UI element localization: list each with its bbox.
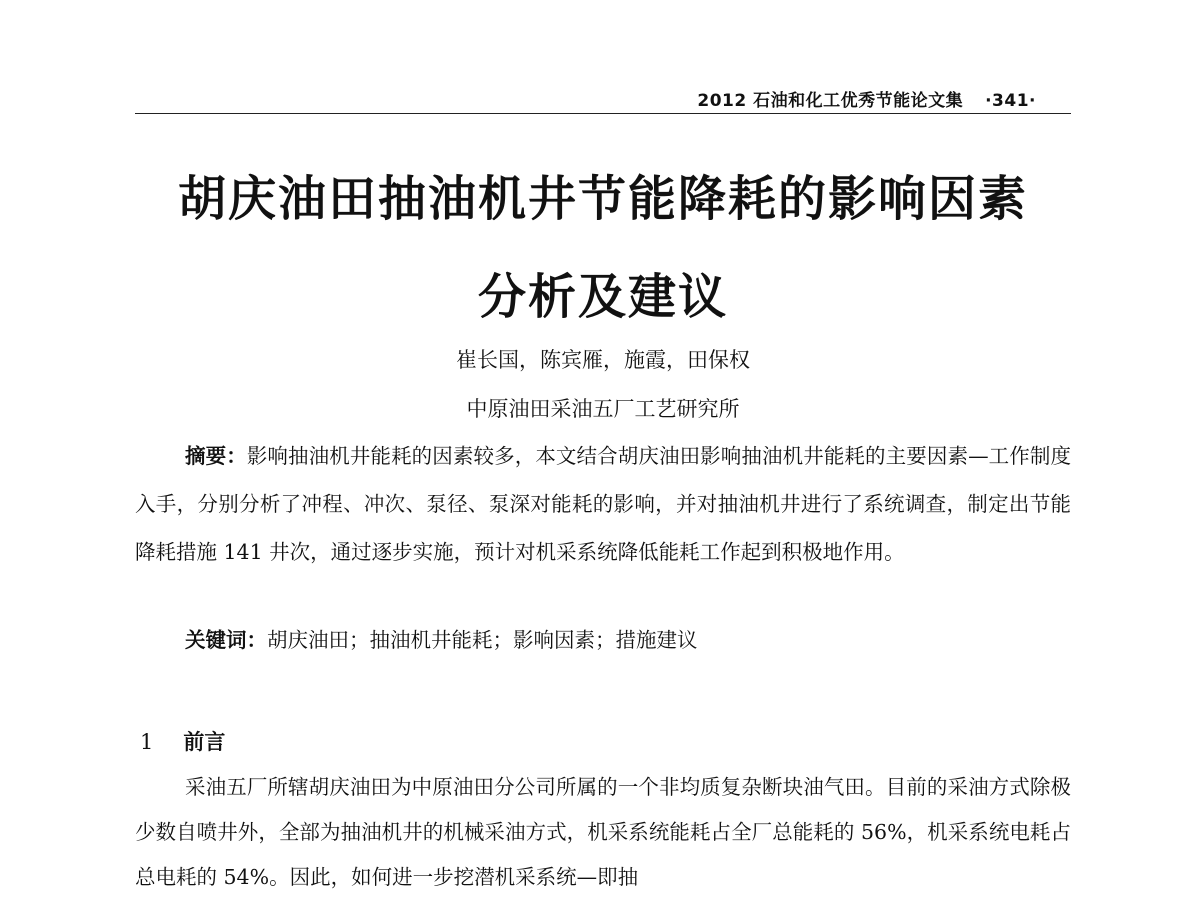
paper-title-line-1: 胡庆油田抽油机井节能降耗的影响因素 — [177, 171, 1028, 227]
keywords — [185, 623, 698, 653]
paper-title-line-2: 分析及建议 — [477, 269, 728, 325]
section-number: 1 — [140, 730, 154, 754]
section-title: 前言 — [183, 730, 226, 754]
journal-title: 2012 石油和化工优秀节能论文集 — [697, 91, 964, 111]
abstract — [135, 432, 1071, 576]
header-text — [697, 86, 1036, 111]
abstract-text: 影响抽油机井能耗的因素较多，本文结合胡庆油田影响抽油机井能耗的主要因素—工作制度入手，分别分析了冲程、冲次、泵径、泵深对能耗的影响，并对抽油机井进行了系统调查，制定出节能降耗措施 141 井次，通过逐步实施，预计对机采系统降低能耗工作起到积极地作用。 — [135, 444, 1072, 564]
body-paragraph: 采油五厂所辖胡庆油田为中原油田分公司所属的一个非均质复杂断块油气田。目前的采油方式除极少数自喷井外，全部为抽油机井的机械采油方式，机采系统能耗占全厂总能耗的 56%，机采系统电耗占总电耗的 54%。因此，如何进一步挖潜机采系统—即抽 — [135, 775, 1071, 889]
abstract-label: 摘要： — [185, 444, 247, 468]
section-heading — [140, 726, 225, 756]
keywords-text: 胡庆油田；抽油机井能耗；影响因素；措施建议 — [267, 628, 698, 652]
affiliation: 中原油田采油五厂工艺研究所 — [466, 397, 740, 421]
abstract-indent — [135, 444, 185, 468]
running-header — [135, 84, 1071, 114]
keywords-label: 关键词： — [185, 628, 267, 652]
authors: 崔长国，陈宾雁，施霞，田保权 — [456, 348, 750, 372]
page-number: ·341· — [985, 91, 1036, 111]
